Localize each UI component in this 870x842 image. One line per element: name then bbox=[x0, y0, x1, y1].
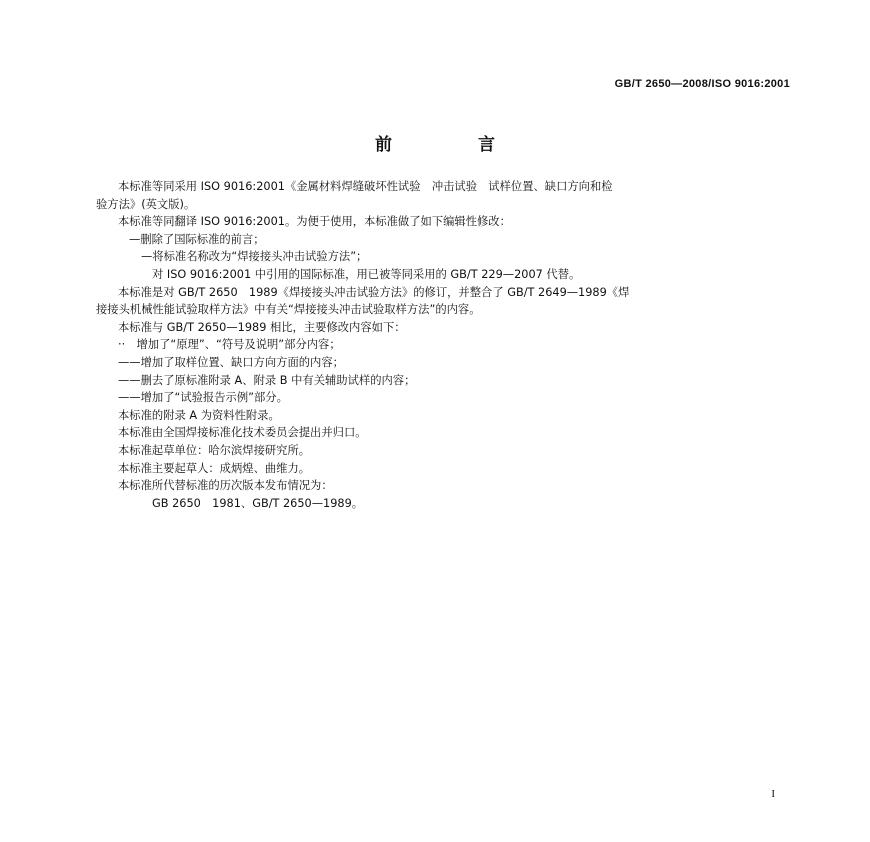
paragraph-line: —将标准名称改为“焊接接头冲击试验方法”； bbox=[141, 250, 368, 264]
paragraph-line: 本标准等同翻译 ISO 9016:2001。为便于使用，本标准做了如下编辑性修改： bbox=[118, 215, 511, 229]
paragraph-line: 本标准与 GB/T 2650—1989 相比，主要修改内容如下： bbox=[118, 320, 406, 334]
paragraph-line: ——增加了取样位置、缺口方向方面的内容； bbox=[118, 355, 344, 369]
paragraph-line: 本标准所代替标准的历次版本发布情况为： bbox=[118, 479, 333, 493]
paragraph-line: 对 ISO 9016:2001 中引用的国际标准，用已被等同采用的 GB/T 229—2007 代替。 bbox=[152, 267, 581, 281]
body-text bbox=[96, 178, 796, 512]
paragraph-line: 本标准起草单位：哈尔滨焊接研究所。 bbox=[118, 443, 311, 457]
paragraph-line: 本标准主要起草人：成炳煌、曲维力。 bbox=[118, 461, 311, 475]
paragraph-line: 本标准是对 GB/T 2650 1989《焊接接头冲击试验方法》的修订，并整合了 GB/T 2649—1989《焊 bbox=[118, 285, 630, 299]
paragraph-line: ——增加了“试验报告示例”部分。 bbox=[118, 391, 288, 405]
paragraph-line: 本标准的附录 A 为资料性附录。 bbox=[118, 408, 280, 422]
paragraph-line: GB 2650 1981、GB/T 2650—1989。 bbox=[152, 496, 364, 510]
paragraph-line: ·· 增加了“原理”、“符号及说明”部分内容； bbox=[118, 338, 341, 352]
paragraph-line: 接接头机械性能试验取样方法》中有关“焊接接头冲击试验取样方法”的内容。 bbox=[96, 303, 481, 317]
paragraph-line: ——删去了原标准附录 A、附录 B 中有关辅助试样的内容； bbox=[118, 373, 416, 387]
paragraph-line: —删除了国际标准的前言； bbox=[129, 232, 265, 246]
paragraph-line: 本标准由全国焊接标准化技术委员会提出并归口。 bbox=[118, 426, 367, 440]
paragraph-line: 本标准等同采用 ISO 9016:2001《金属材料焊缝破坏性试验 冲击试验 试样位置、缺口方向和检 bbox=[118, 180, 613, 193]
paragraph-line: 验方法》(英文版)。 bbox=[96, 197, 196, 211]
page-title: 前 言 bbox=[375, 135, 535, 155]
page-number: I bbox=[771, 788, 775, 800]
standard-code: GB/T 2650—2008/ISO 9016:2001 bbox=[614, 78, 790, 90]
